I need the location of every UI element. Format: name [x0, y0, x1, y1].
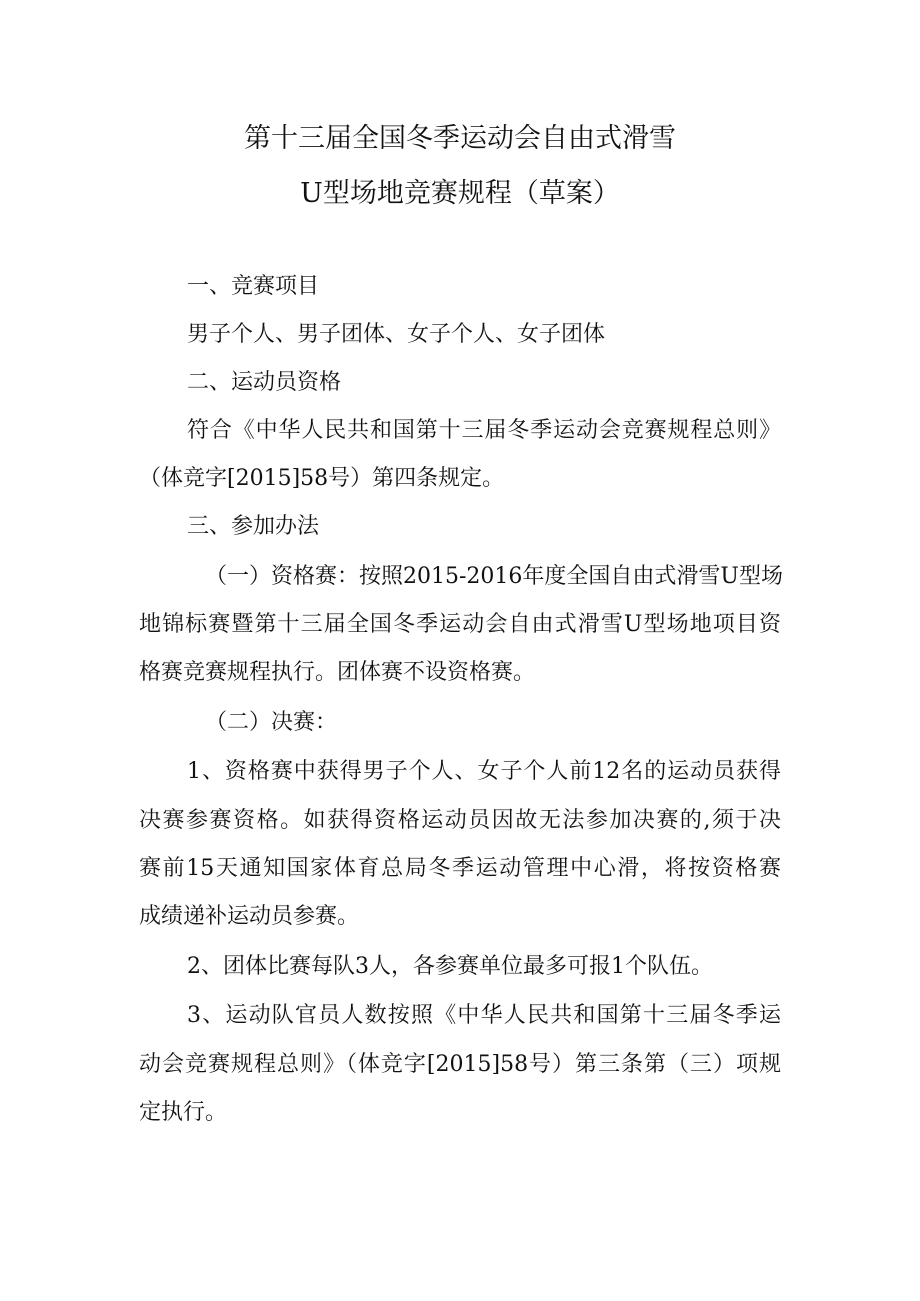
final-item-1-line-2: 决赛参赛资格。如获得资格运动员因故无法参加决赛的,须于决: [139, 808, 781, 833]
final-subheading: （二）决赛：: [205, 710, 338, 735]
section-heading-events: 一、竞赛项目: [187, 274, 320, 299]
final-item-3-line-3: 定执行。: [139, 1100, 228, 1125]
section-heading-eligibility: 二、运动员资格: [187, 370, 342, 395]
final-item-2: 2、团体比赛每队3人，各参赛单位最多可报1个队伍。: [187, 954, 713, 979]
document-title-line-1: 第十三届全国冬季运动会自由式滑雪: [244, 123, 676, 154]
final-item-1-line-4: 成绩递补运动员参赛。: [139, 904, 360, 929]
eligibility-text-line-1: 符合《中华人民共和国第十三届冬季运动会竞赛规程总则》: [187, 418, 781, 443]
final-item-1-line-1: 1、资格赛中获得男子个人、女子个人前12名的运动员获得: [187, 759, 781, 784]
qualification-text-line-3: 格赛竞赛规程执行。团体赛不设资格赛。: [139, 660, 536, 685]
qualification-text-line-2: 地锦标赛暨第十三届全国冬季运动会自由式滑雪U型场地项目资: [139, 612, 781, 637]
final-item-3-line-2: 动会竞赛规程总则》（体竞字[2015]58号）第三条第（三）项规: [139, 1052, 781, 1077]
qualification-text-line-1: （一）资格赛：按照2015-2016年度全国自由式滑雪U型场: [205, 564, 783, 589]
events-list: 男子个人、男子团体、女子个人、女子团体: [187, 322, 606, 347]
document-title-line-2: U型场地竞赛规程（草案）: [300, 178, 620, 209]
final-item-3-line-1: 3、运动队官员人数按照《中华人民共和国第十三届冬季运: [187, 1003, 781, 1028]
eligibility-text-line-2: （体竞字[2015]58号）第四条规定。: [139, 466, 505, 491]
final-item-1-line-3: 赛前15天通知国家体育总局冬季运动管理中心滑，将按资格赛: [139, 856, 781, 881]
section-heading-participation: 三、参加办法: [187, 514, 320, 539]
